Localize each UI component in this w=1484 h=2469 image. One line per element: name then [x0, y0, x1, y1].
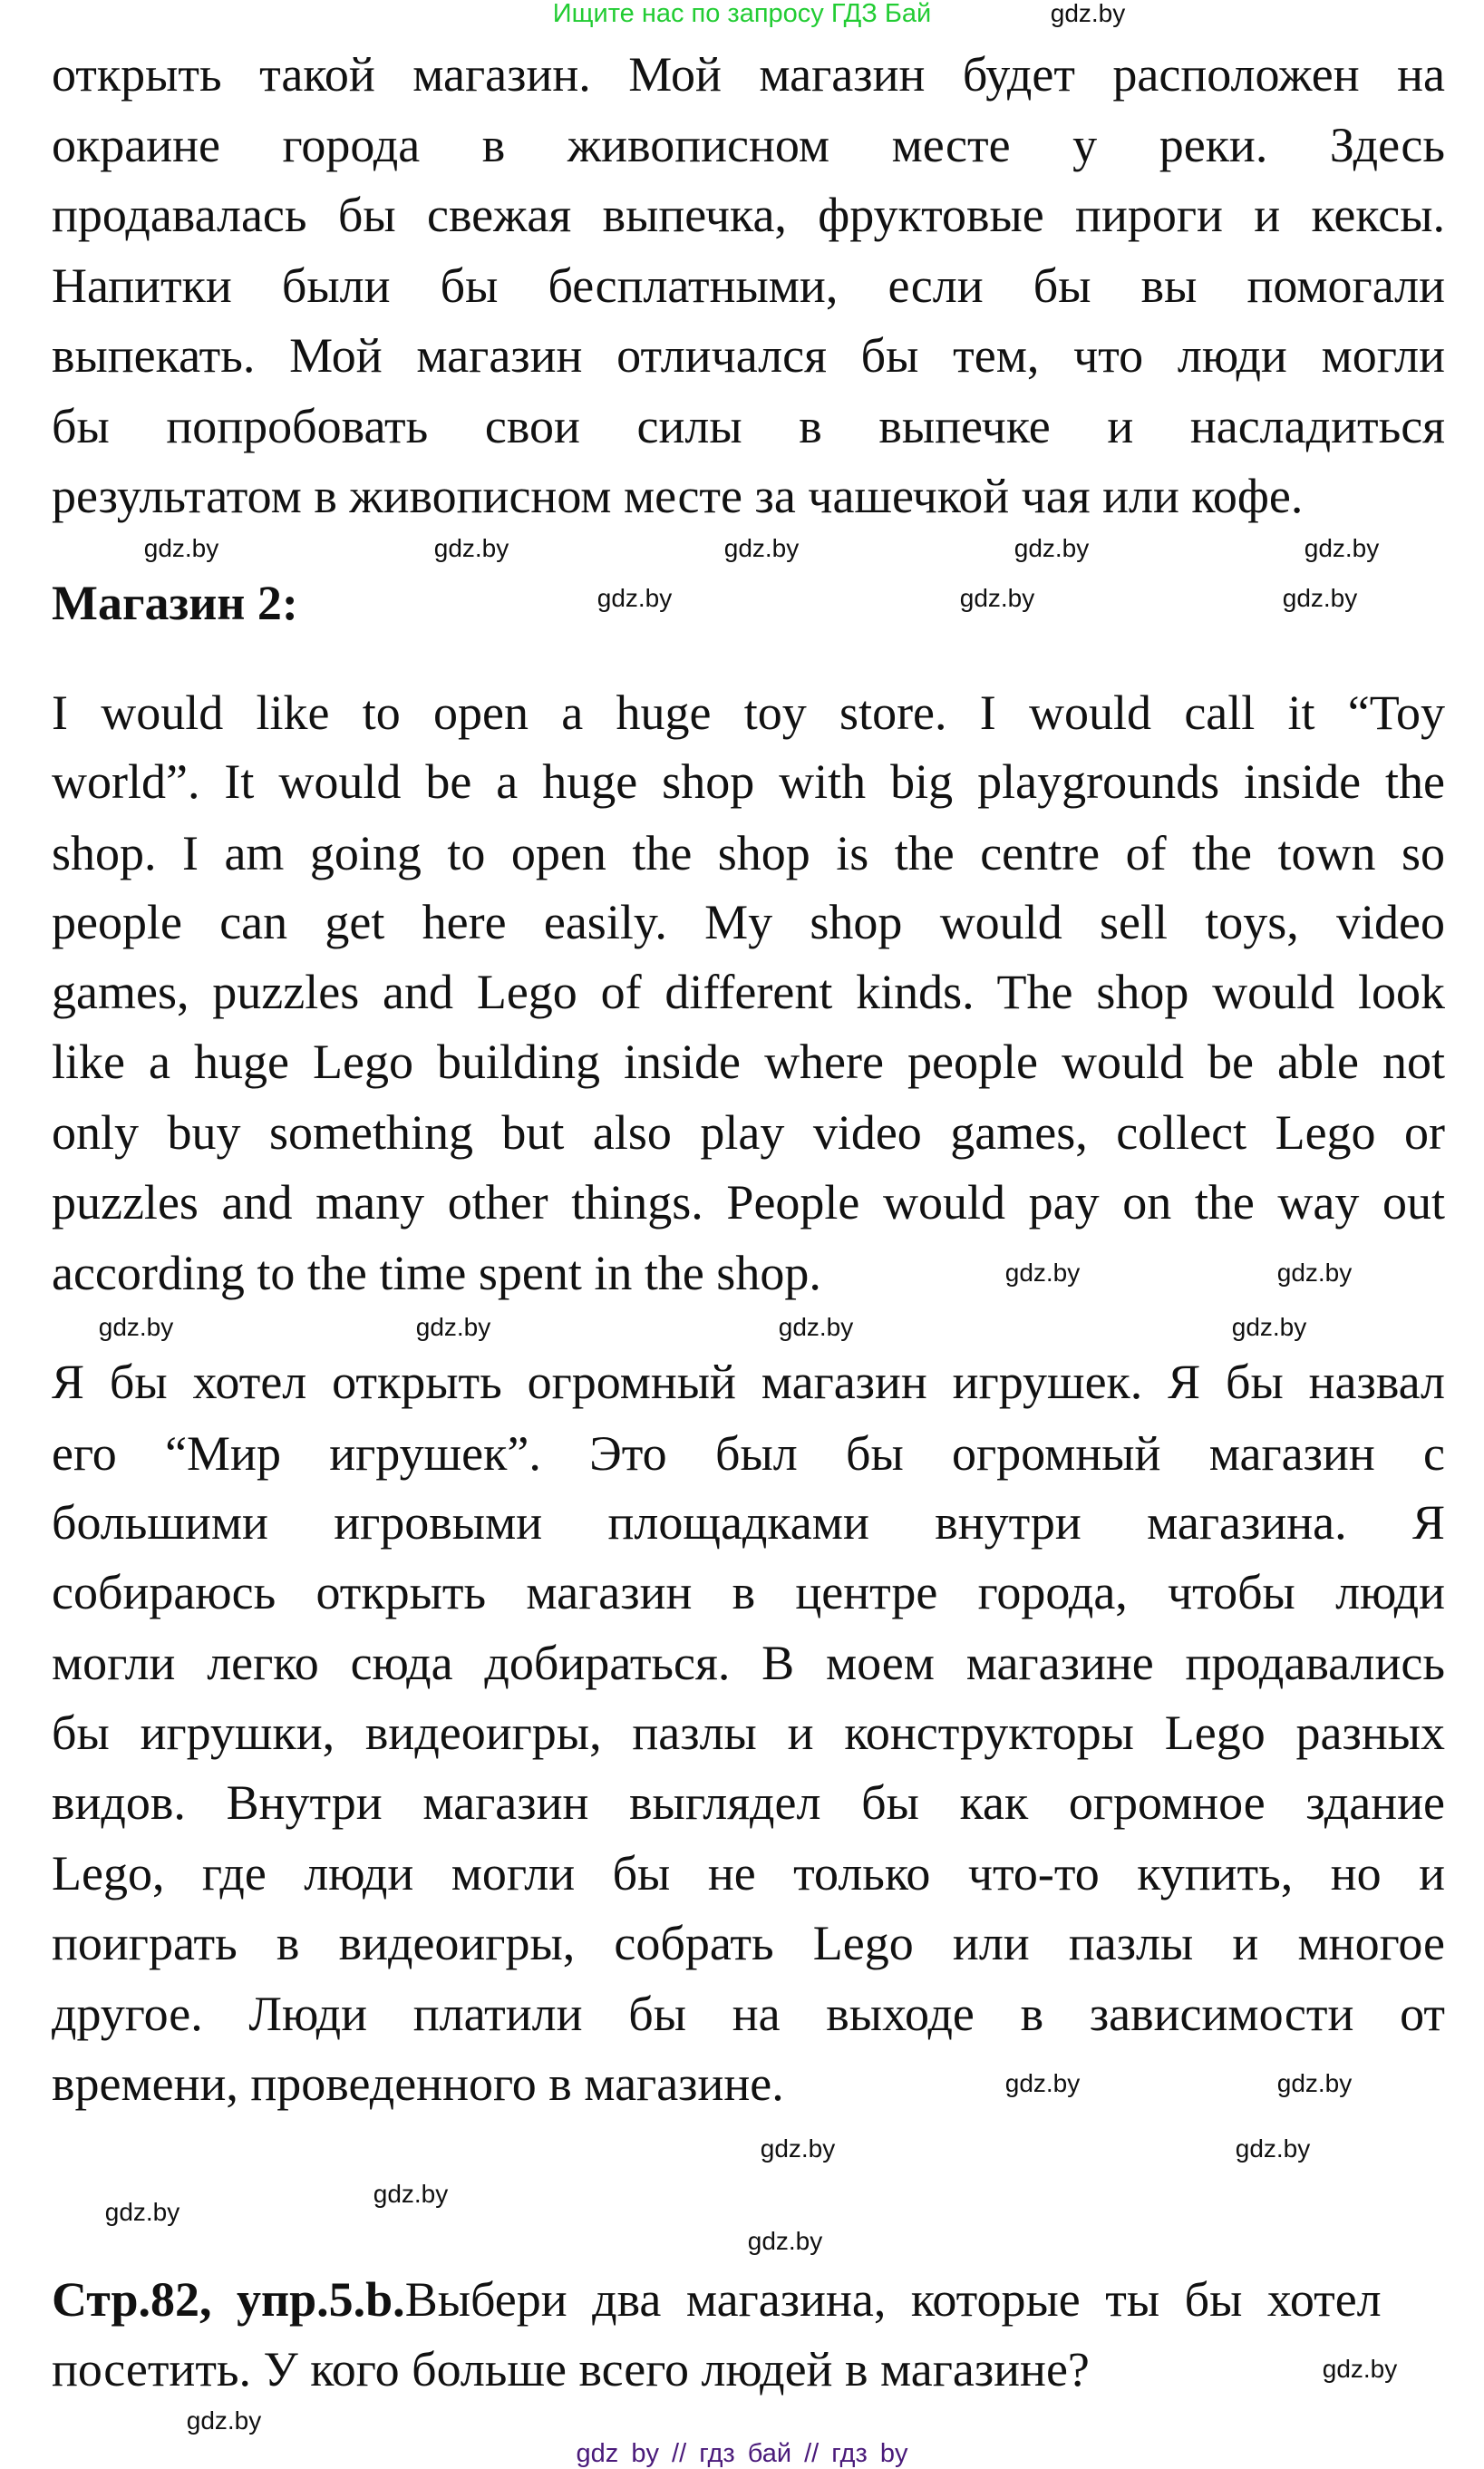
english-text-line: games, puzzles and Lego of different kinds. The shop would look — [52, 965, 1445, 1019]
watermark: gdz.by — [1014, 534, 1090, 562]
watermark: gdz.by — [373, 2180, 449, 2208]
text-line: бы попробовать свои силы в выпечке и насладиться — [52, 399, 1445, 453]
task-line — [52, 2265, 1445, 2334]
russian-text-line: бы игрушки, видеоигры, пазлы и конструкторы Lego разных — [52, 1706, 1445, 1760]
english-text-line: people can get here easily. My shop would sell toys, video — [52, 895, 1445, 949]
watermark: gdz.by — [1322, 2355, 1398, 2383]
watermark: gdz.by — [143, 534, 219, 562]
text-line: выпекать. Мой магазин отличался бы тем, что люди могли — [52, 328, 1445, 383]
russian-text-line: могли легко сюда добираться. В моем магазине продавались — [52, 1636, 1445, 1690]
english-text-line: shop. I am going to open the shop is the centre of the town so — [52, 826, 1445, 880]
russian-text-line: собираюсь открыть магазин в центре города, чтобы люди — [52, 1565, 1445, 1619]
task-text: Выбери два магазина, которые ты бы хотел — [404, 2272, 1382, 2327]
watermark: gdz.by — [1276, 2069, 1353, 2097]
watermark: gdz.by — [415, 1313, 491, 1341]
watermark: gdz.by — [1004, 1259, 1081, 1287]
text-line: окраине города в живописном месте у реки. Здесь — [52, 118, 1445, 172]
watermark: gdz.by — [1235, 2134, 1311, 2163]
task-line: посетить. У кого больше всего людей в магазине? — [52, 2342, 1090, 2396]
text-line: продавалась бы свежая выпечка, фруктовые пироги и кексы. — [52, 188, 1445, 242]
watermark: gdz.by — [1231, 1313, 1307, 1341]
footer-watermark: gdz by // гдз бай // гдз by — [576, 2439, 908, 2468]
watermark: gdz.by — [186, 2406, 262, 2435]
watermark: gdz.by — [597, 584, 673, 612]
russian-text-line: другое. Люди платили бы на выходе в зависимости от — [52, 1987, 1445, 2041]
russian-text-line: Lego, где люди могли бы не только что-то купить, но и — [52, 1846, 1445, 1900]
russian-text-line: поиграть в видеоигры, собрать Lego или пазлы и многое — [52, 1916, 1445, 1970]
text-line: открыть такой магазин. Мой магазин будет расположен на — [52, 47, 1445, 102]
english-text-line: according to the time spent in the shop. — [52, 1246, 821, 1300]
english-text-line: only buy something but also play video games, collect Lego or — [52, 1105, 1445, 1160]
watermark: gdz.by — [1276, 1259, 1353, 1287]
search-banner: Ищите нас по запросу ГДЗ Бай — [552, 0, 932, 28]
english-text-line: puzzles and many other things. People would pay on the way out — [52, 1175, 1445, 1230]
english-text-line: world”. It would be a huge shop with big playgrounds inside the — [52, 754, 1445, 809]
task-label: Стр.82, упр.5.b. — [52, 2272, 405, 2327]
watermark: gdz.by — [1282, 584, 1358, 612]
watermark: gdz.by — [760, 2134, 836, 2163]
watermark: gdz.by — [433, 534, 509, 562]
english-text-line: like a huge Lego building inside where people would be able not — [52, 1035, 1445, 1089]
watermark: gdz.by — [104, 2198, 180, 2226]
watermark: gdz.by — [723, 534, 800, 562]
russian-text-line: его “Мир игрушек”. Это был бы огромный магазин с — [52, 1426, 1445, 1481]
english-text-line: I would like to open a huge toy store. I would call it “Toy — [52, 685, 1445, 740]
russian-text-line: большими игровыми площадками внутри магазина. Я — [52, 1495, 1445, 1550]
section-heading: Магазин 2: — [52, 576, 298, 630]
watermark: gdz.by — [1050, 0, 1126, 27]
watermark: gdz.by — [1304, 534, 1380, 562]
russian-text-line: видов. Внутри магазин выглядел бы как огромное здание — [52, 1775, 1445, 1830]
watermark: gdz.by — [778, 1313, 854, 1341]
russian-text-line: времени, проведенного в магазине. — [52, 2056, 784, 2111]
watermark: gdz.by — [747, 2227, 823, 2255]
watermark: gdz.by — [1004, 2069, 1081, 2097]
watermark: gdz.by — [98, 1313, 174, 1341]
text-line: Напитки были бы бесплатными, если бы вы помогали — [52, 258, 1445, 313]
watermark: gdz.by — [959, 584, 1035, 612]
text-line: результатом в живописном месте за чашечкой чая или кофе. — [52, 469, 1304, 523]
russian-text-line: Я бы хотел открыть огромный магазин игрушек. Я бы назвал — [52, 1355, 1445, 1409]
